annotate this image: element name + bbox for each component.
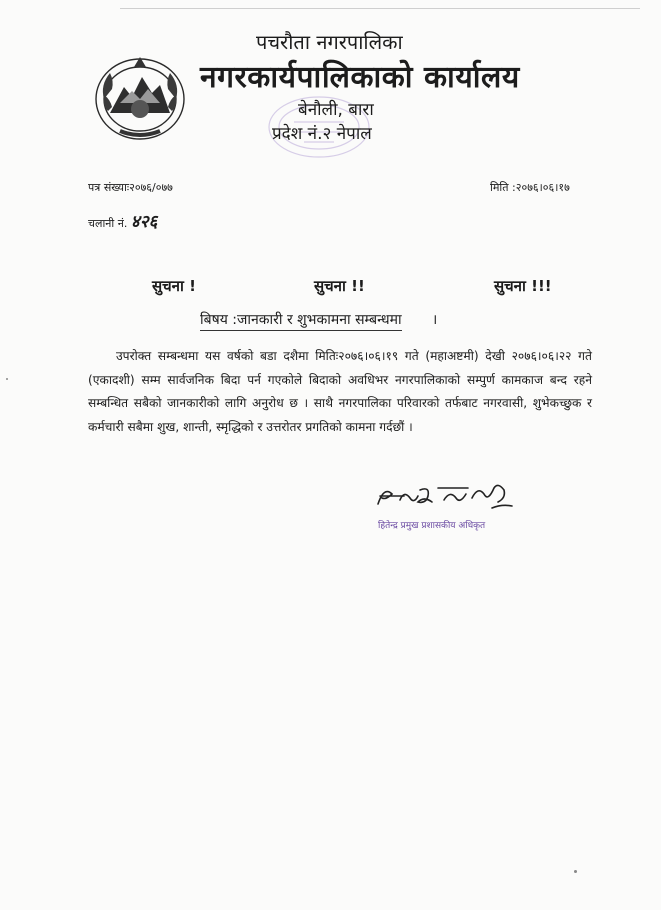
notice-heading: सुचना !!! [494,277,552,295]
date-value: २०७६।०६।१७ [515,181,570,194]
nepal-emblem-icon [90,47,190,143]
body-paragraph: उपरोक्त सम्बन्धमा यस वर्षको बडा दशैमा मितिः२०७६।०६।१९ गते (महाअष्टमी) देखी २०७६।०६।२२ गते (एकादशी) सम्म सार्वजनिक बिदा पर्न गएकोले बिदाको अवधिभर नगरपालिकाको सम्पुर्ण कामकाज बन्द रहने सम्बन्धित सबैको जानकारीको लागि अनुरोध छ । साथै नगरपालिका परिवारको तर्फबाट नगरवासी, शुभेकच्छुक र कर्मचारी सबैमा शुख, शान्ती, स्मृद्धिको र उत्तरोतर प्रगतिको कामना गर्दछौं । [88,349,592,434]
letter-date [490,180,570,195]
dispatch-number [88,209,157,232]
notice-heading: सुचना !! [314,277,365,295]
reference-value: २०७६/०७७ [129,181,173,194]
office-location: बेनौली, बारा [298,100,374,120]
dispatch-value: ४२६ [130,212,158,232]
notice-heading: सुचना ! [152,277,196,295]
date-label: मिति : [490,181,516,194]
municipality-name: पचरौता नगरपालिका [256,30,403,54]
scan-speck [574,870,577,873]
reference-label: पत्र संख्याः [88,181,130,194]
scan-speck [6,378,8,380]
dispatch-label: चलानी नं. [88,217,128,230]
reference-number [88,180,173,195]
scan-edge-line [120,8,640,9]
signatory-stamp: हितेन्द्र प्रमुख प्रशासकीय अधिकृत [378,521,486,531]
subject-terminator: । [432,312,438,328]
office-province: प्रदेश नं.२ नेपाल [272,124,372,144]
office-title: नगरकार्यपालिकाको कार्यालय [200,60,520,95]
signature-icon [374,478,534,516]
subject-line: बिषय :जानकारी र शुभकामना सम्बन्धमा [200,310,402,331]
